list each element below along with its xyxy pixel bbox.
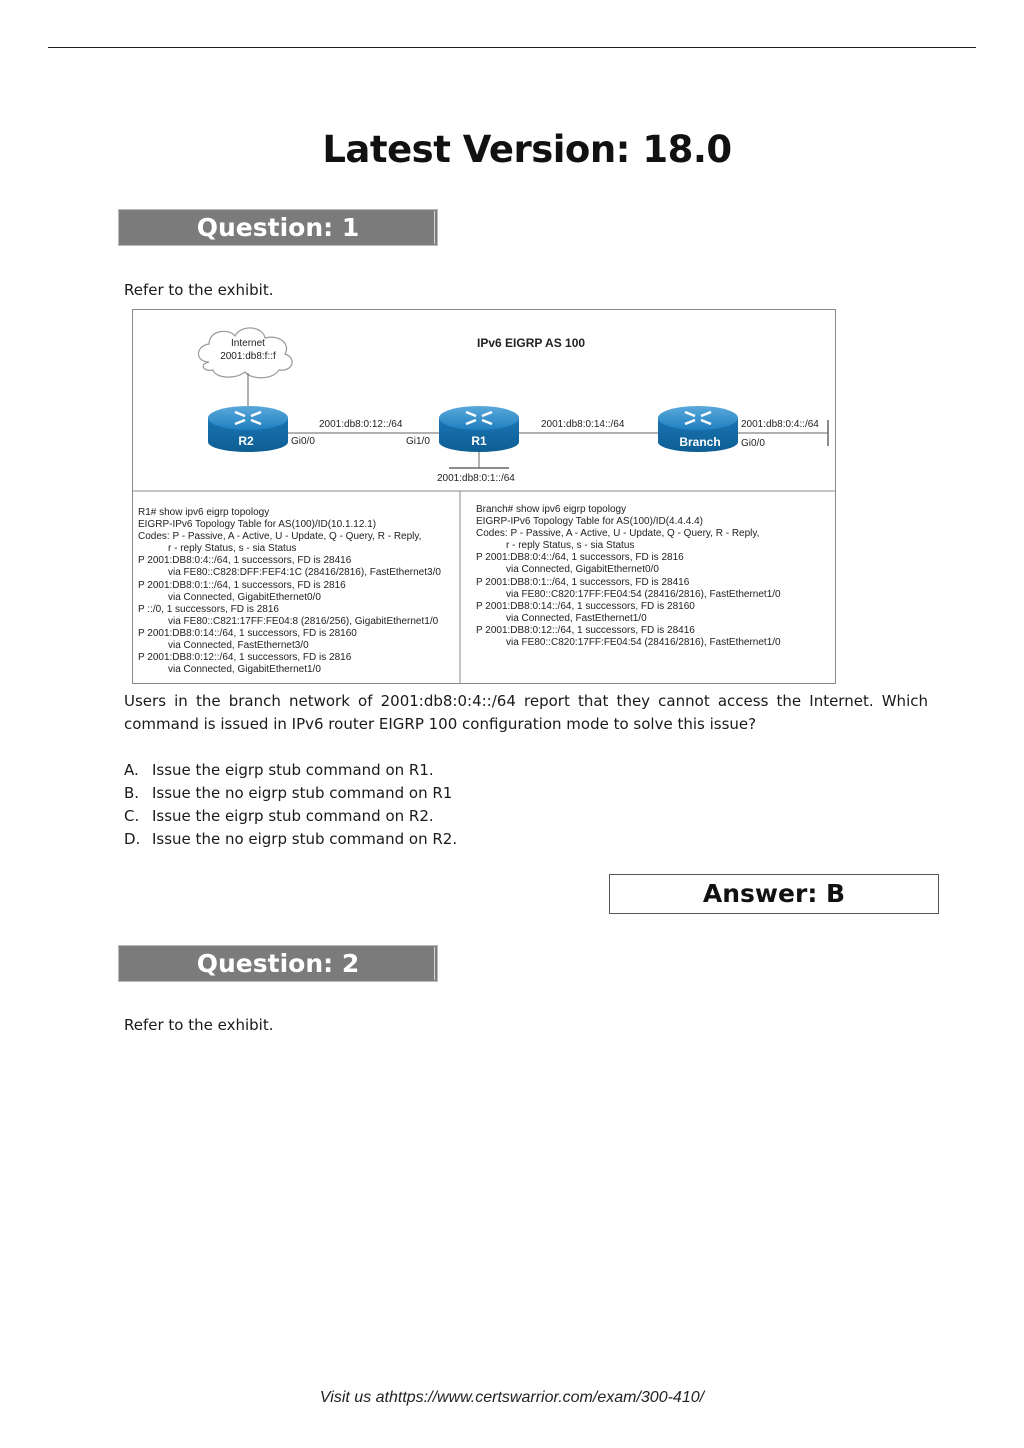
cli-line: Codes: P - Passive, A - Active, U - Update, Q - Query, R - Reply, xyxy=(476,528,760,540)
cli-line: via FE80::C820:17FF:FE04:54 (28416/2816), FastEthernet1/0 xyxy=(506,588,781,600)
top-rule xyxy=(48,47,976,48)
cli-line: P 2001:DB8:0:1::/64, 1 successors, FD is 2816 xyxy=(138,579,346,591)
topology-heading: IPv6 EIGRP AS 100 xyxy=(477,336,586,350)
cli-line: r - reply Status, s - sia Status xyxy=(506,540,635,552)
option-c[interactable]: C. Issue the eigrp stub command on R2. xyxy=(124,807,434,825)
router-branch-label: Branch xyxy=(679,435,721,449)
option-a[interactable]: A. Issue the eigrp stub command on R1. xyxy=(124,761,434,779)
question-2-intro: Refer to the exhibit. xyxy=(124,1016,274,1034)
question-2-banner: Question: 2 xyxy=(118,945,438,982)
cli-line: via FE80::C821:17FF:FE04:8 (2816/256), GigabitEthernet1/0 xyxy=(168,615,439,627)
cli-line: EIGRP-IPv6 Topology Table for AS(100)/ID(10.1.12.1) xyxy=(138,519,377,531)
cli-line: via Connected, GigabitEthernet0/0 xyxy=(506,564,659,576)
interface-label-r2: Gi0/0 xyxy=(291,436,315,447)
option-b[interactable]: B. Issue the no eigrp stub command on R1 xyxy=(124,784,453,802)
link-label-r1-branch: 2001:db8:0:14::/64 xyxy=(541,419,625,430)
router-r2-label: R2 xyxy=(238,434,254,448)
footer-link[interactable]: Visit us athttps://www.certswarrior.com/exam/300-410/ xyxy=(319,1389,705,1406)
cli-line: via FE80::C820:17FF:FE04:54 (28416/2816), FastEthernet1/0 xyxy=(506,637,781,649)
r1-topology-output xyxy=(138,492,458,698)
question-1-body: Users in the branch network of 2001:db8:0:4::/64 report that they cannot access the Internet. Which command is issued in IPv6 router EIGRP 100 configuration mode to solve this issue? xyxy=(124,692,928,733)
cli-line: Branch# show ipv6 eigrp topology xyxy=(476,504,627,515)
question-1-options xyxy=(124,759,457,851)
cli-line: via Connected, FastEthernet1/0 xyxy=(506,612,647,624)
cli-line: P 2001:DB8:0:14::/64, 1 successors, FD is 28160 xyxy=(138,627,357,639)
cli-line: Codes: P - Passive, A - Active, U - Update, Q - Query, R - Reply, xyxy=(138,531,422,543)
cli-line: via Connected, GigabitEthernet1/0 xyxy=(168,664,321,676)
cloud-label-address: 2001:db8:f::f xyxy=(220,351,276,362)
cli-line: P 2001:DB8:0:4::/64, 1 successors, FD is 2816 xyxy=(476,552,684,564)
cli-line: via Connected, FastEthernet3/0 xyxy=(168,640,309,652)
interface-label-r1: Gi1/0 xyxy=(406,436,430,447)
question-1-intro: Refer to the exhibit. xyxy=(124,281,274,299)
cli-line: r - reply Status, s - sia Status xyxy=(168,543,297,555)
option-d[interactable]: D. Issue the no eigrp stub command on R2. xyxy=(124,830,458,848)
question-1-banner: Question: 1 xyxy=(118,209,438,246)
interface-label-branch: Gi0/0 xyxy=(741,438,765,449)
document-title: Latest Version: 18.0 xyxy=(322,128,732,171)
link-label-r2-r1: 2001:db8:0:12::/64 xyxy=(319,419,403,430)
branch-topology-output xyxy=(476,492,831,695)
cli-line: P 2001:DB8:0:12::/64, 1 successors, FD is 28416 xyxy=(476,624,695,636)
link-label-branch-lan: 2001:db8:0:4::/64 xyxy=(741,419,819,430)
exhibit-figure xyxy=(132,309,836,684)
cli-line: P 2001:DB8:0:4::/64, 1 successors, FD is 28416 xyxy=(138,555,352,567)
cli-line: P 2001:DB8:0:12::/64, 1 successors, FD is 2816 xyxy=(138,652,352,664)
cli-line: via Connected, GigabitEthernet0/0 xyxy=(168,591,321,603)
answer-box: Answer: B xyxy=(609,874,939,914)
cli-line: P 2001:DB8:0:14::/64, 1 successors, FD is 28160 xyxy=(476,600,695,612)
link-label-r1-lan: 2001:db8:0:1::/64 xyxy=(437,473,515,484)
cli-line: EIGRP-IPv6 Topology Table for AS(100)/ID(4.4.4.4) xyxy=(476,516,703,528)
cli-line: R1# show ipv6 eigrp topology xyxy=(138,507,270,518)
router-r1-label: R1 xyxy=(471,434,487,448)
cli-line: P ::/0, 1 successors, FD is 2816 xyxy=(138,603,279,615)
cli-line: P 2001:DB8:0:1::/64, 1 successors, FD is 28416 xyxy=(476,576,690,588)
cli-line: via FE80::C828:DFF:FEF4:1C (28416/2816), FastEthernet3/0 xyxy=(168,567,441,579)
cloud-label-internet: Internet xyxy=(231,338,265,349)
